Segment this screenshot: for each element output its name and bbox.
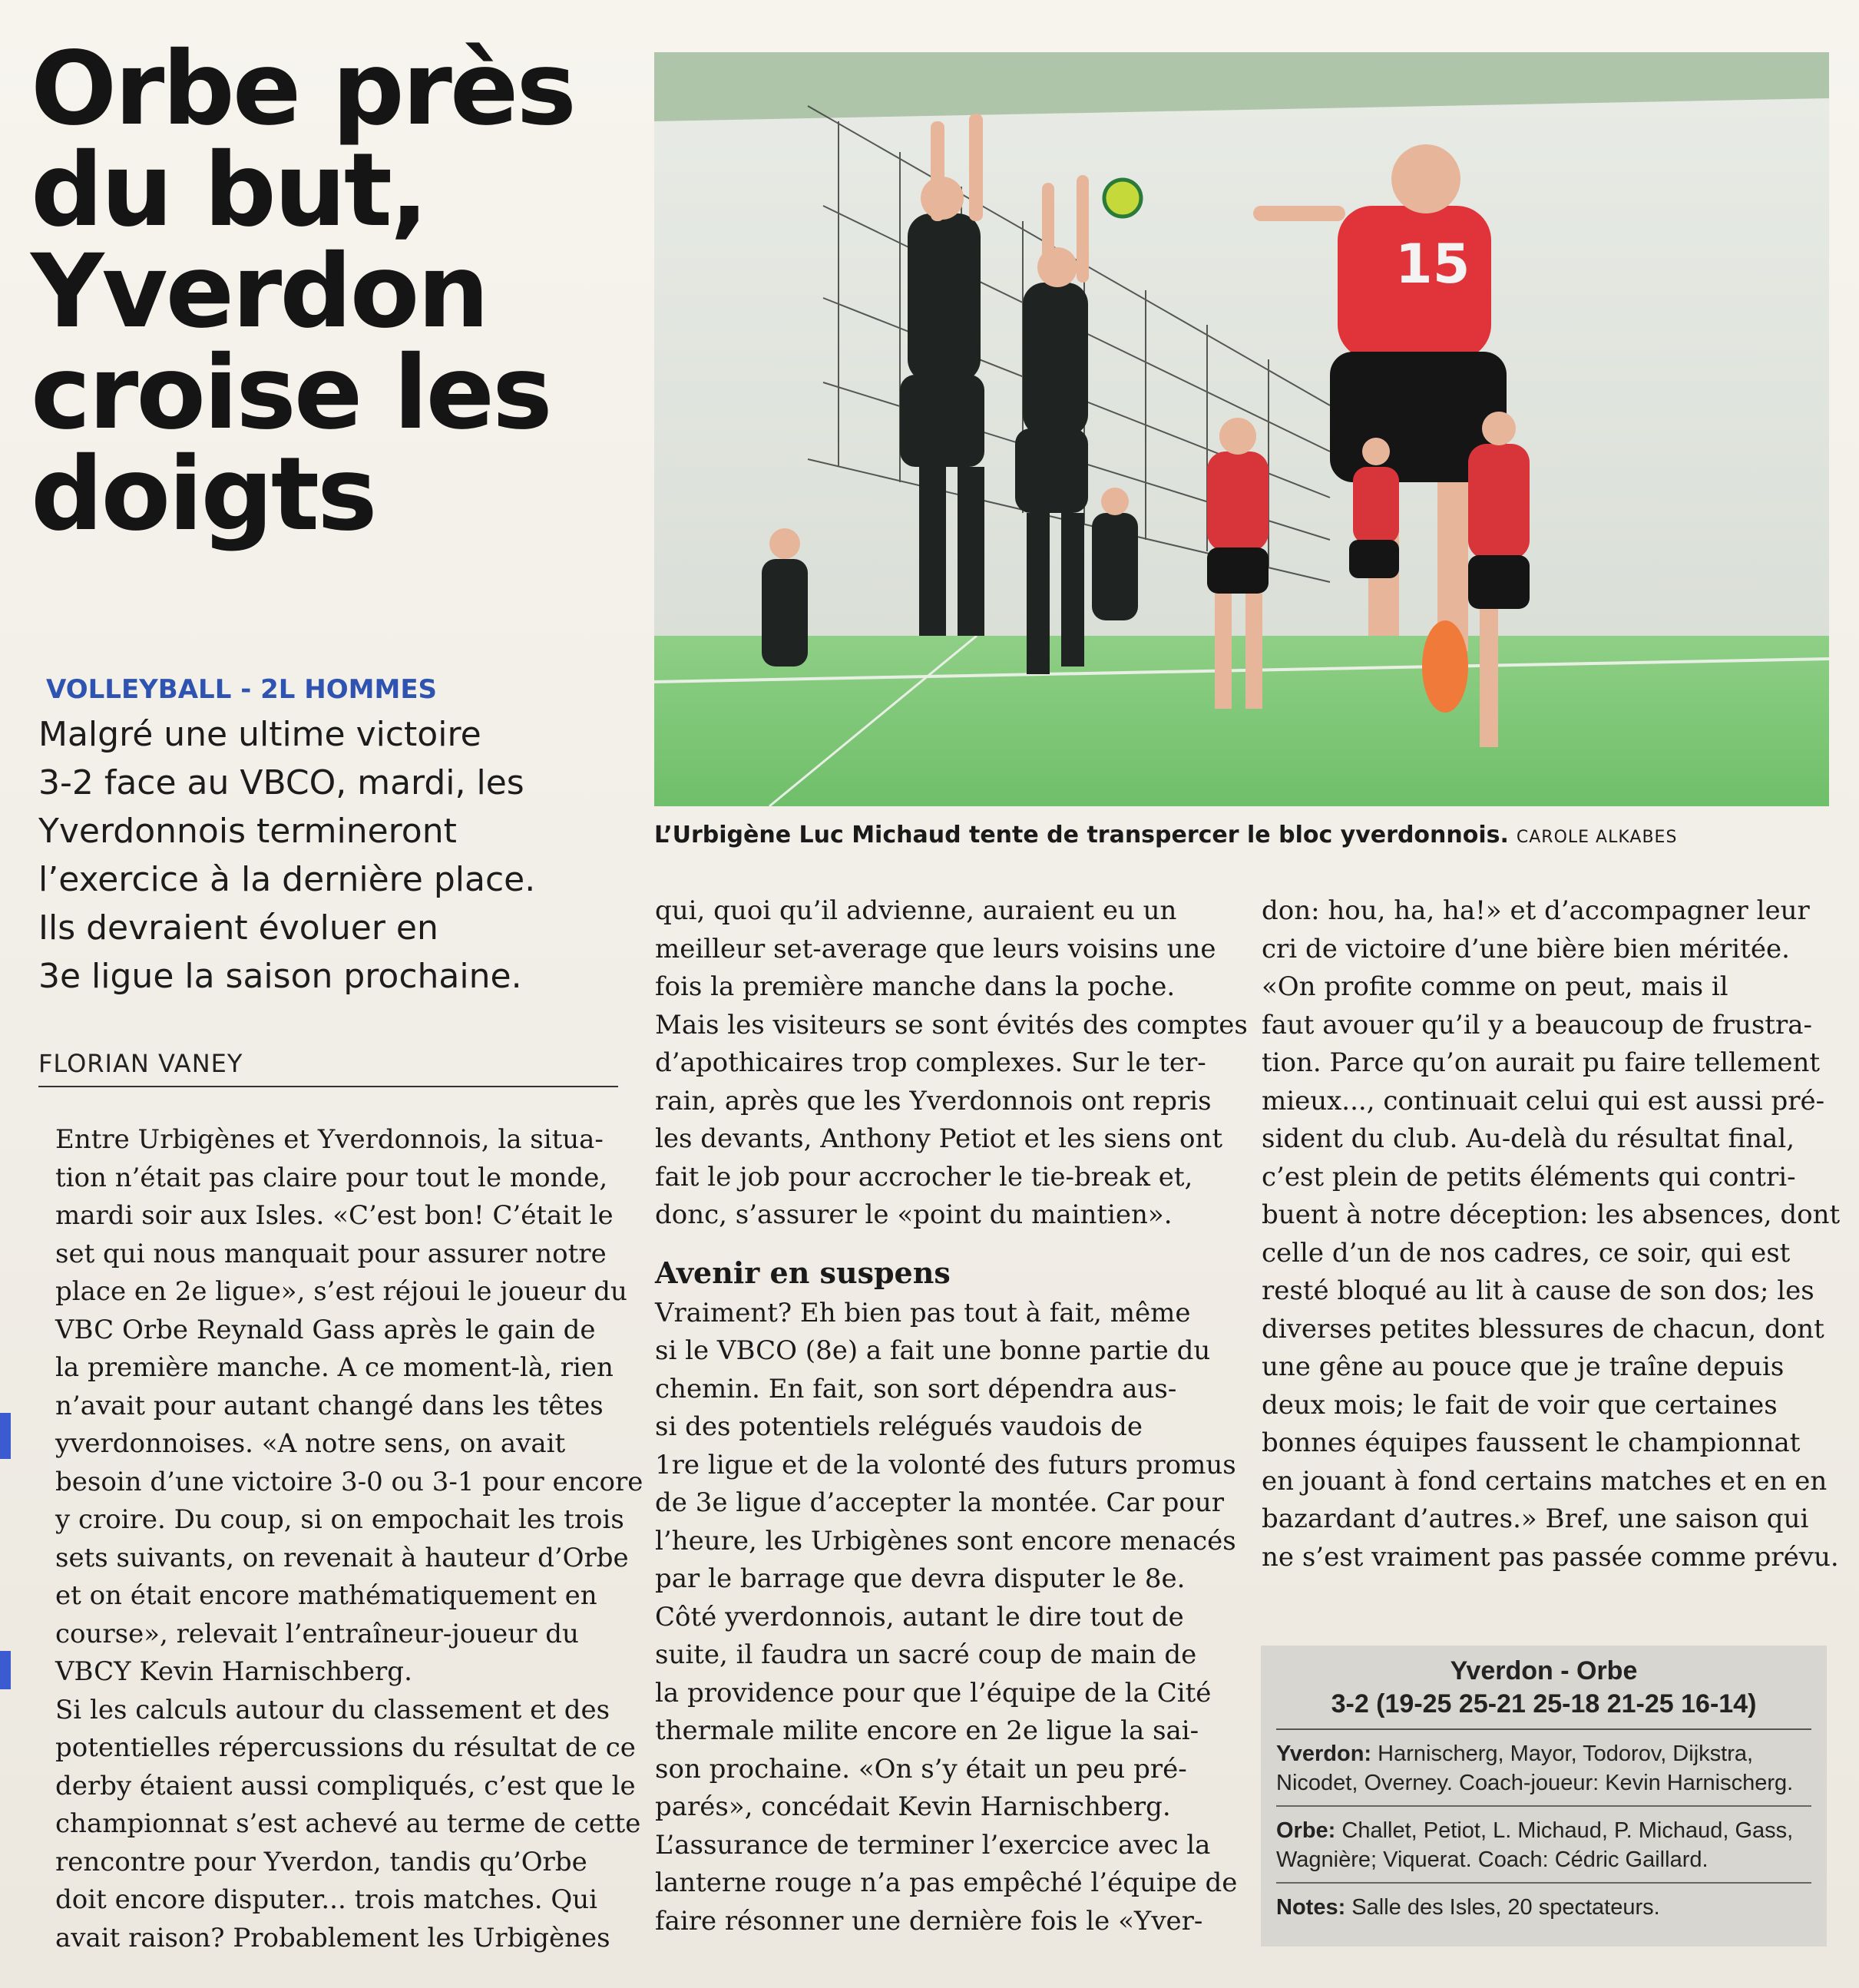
article-line: VBCY Kevin Harnischberg.	[55, 1656, 412, 1687]
article-line: mardi soir aux Isles. «C’est bon! C’était le	[55, 1200, 614, 1231]
article-line: diverses petites blessures de chacun, dont	[1262, 1313, 1824, 1345]
scorebox-score: 3-2 (19-25 25-21 25-18 21-25 16-14)	[1276, 1689, 1811, 1730]
byline: FLORIAN VANEY	[38, 1049, 618, 1087]
headline-line: doigts	[31, 435, 375, 554]
article-line: mieux..., continuait celui qui est aussi pré-	[1262, 1085, 1825, 1116]
article-line: une gêne au pouce que je traîne depuis	[1262, 1351, 1785, 1382]
notes-label: Notes:	[1276, 1895, 1346, 1920]
lead-line: l’exercice à la dernière place.	[38, 860, 536, 899]
article-line: meilleur set-average que leurs voisins une	[655, 933, 1216, 964]
article-line: bonnes équipes faussent le championnat	[1262, 1427, 1801, 1458]
article-line: ne s’est vraiment pas passée comme prévu.	[1262, 1541, 1839, 1573]
notes-text: Salle des Isles, 20 spectateurs.	[1351, 1895, 1660, 1920]
article-line: thermale milite encore en 2e ligue la sai-	[655, 1715, 1199, 1746]
article-line: son prochaine. «On s’y était un peu pré-	[655, 1753, 1187, 1785]
article-line: Entre Urbigènes et Yverdonnois, la situa-	[55, 1124, 604, 1155]
article-line: doit encore disputer... trois matches. Qui	[55, 1884, 598, 1915]
article-line: sets suivants, on revenait à hauteur d’Orbe	[55, 1542, 629, 1573]
article-line: «On profite comme on peut, mais il	[1262, 971, 1728, 1002]
article-line: donc, s’assurer le «point du maintien».	[655, 1199, 1173, 1230]
article-column-3	[1262, 892, 1841, 1576]
headline-line: croise les	[31, 334, 551, 452]
caption-text: L’Urbigène Luc Michaud tente de transpercer le bloc yverdonnois.	[654, 822, 1509, 848]
article-column-1	[55, 1121, 643, 1957]
article-line: buent à notre déception: les absences, dont	[1262, 1199, 1841, 1230]
article-line: Mais les visiteurs se sont évités des comptes	[655, 1009, 1248, 1040]
lead-paragraph	[38, 710, 637, 1001]
article-line: qui, quoi qu’il advienne, auraient eu un	[655, 895, 1177, 926]
article-line: de 3e ligue d’accepter la montée. Car pour	[655, 1487, 1225, 1518]
scorebox-title: Yverdon - Orbe	[1450, 1656, 1638, 1685]
article-line: si des potentiels relégués vaudois de	[655, 1411, 1143, 1442]
article-line: resté bloqué au lit à cause de son dos; les	[1262, 1275, 1814, 1306]
article-line: avait raison? Probablement les Urbigènes	[55, 1922, 610, 1953]
article-line: tion n’était pas claire pour tout le monde,	[55, 1162, 608, 1193]
column-2-part-a	[655, 892, 1248, 1235]
article-line: VBC Orbe Reynald Gass après le gain de	[55, 1314, 596, 1345]
article-line: rencontre pour Yverdon, tandis qu’Orbe	[55, 1846, 587, 1877]
article-line: c’est plein de petits éléments qui contri-	[1262, 1161, 1796, 1192]
article-line: L’assurance de terminer l’exercice avec la	[655, 1829, 1211, 1861]
scorebox-orbe-lineup	[1276, 1805, 1811, 1882]
lead-line: Ils devraient évoluer en	[38, 908, 438, 948]
scorebox-yverdon-lineup	[1276, 1730, 1811, 1805]
article-line: don: hou, ha, ha!» et d’accompagner leur	[1262, 895, 1810, 926]
article-line: yverdonnoises. «A notre sens, on avait	[55, 1428, 566, 1459]
article-line: la première manche. A ce moment-là, rien	[55, 1352, 614, 1383]
lead-line: Yverdonnois termineront	[38, 812, 457, 851]
article-line: bazardant d’autres.» Bref, une saison qui	[1262, 1503, 1809, 1534]
article-line: 1re ligue et de la volonté des futurs promus	[655, 1449, 1236, 1480]
orbe-text: Challet, Petiot, L. Michaud, P. Michaud, Gass, Wagnière; Viquerat. Coach: Cédric Gaillard.	[1276, 1818, 1794, 1872]
article-line: Côté yverdonnois, autant le dire tout de	[655, 1601, 1184, 1632]
article-line: y croire. Du coup, si on empochait les trois	[55, 1504, 624, 1535]
subheading: Avenir en suspens	[655, 1255, 951, 1290]
article-line: derby étaient aussi compliqués, c’est que le	[55, 1770, 636, 1801]
lead-line: Malgré une ultime victoire	[38, 715, 481, 754]
headline-line: du but,	[31, 131, 427, 250]
article-line: course», relevait l’entraîneur-joueur du	[55, 1618, 579, 1649]
article-line: set qui nous manquait pour assurer notre	[55, 1238, 607, 1269]
article-line: lanterne rouge n’a pas empêché l’équipe de	[655, 1867, 1238, 1898]
article-line: celle d’un de nos cadres, ce soir, qui est	[1262, 1237, 1791, 1269]
article-line: tion. Parce qu’on aurait pu faire tellement	[1262, 1047, 1820, 1078]
article-line: Vraiment? Eh bien pas tout à fait, même	[655, 1297, 1191, 1328]
article-line: en jouant à fond certains matches et en en	[1262, 1465, 1828, 1497]
article-column-2	[655, 892, 1248, 1940]
column-2-part-b	[655, 1295, 1238, 1941]
lead-line: 3-2 face au VBCO, mardi, les	[38, 763, 524, 802]
article-line: Si les calculs autour du classement et des	[55, 1694, 610, 1725]
article-line: n’avait pour autant changé dans les têtes	[55, 1390, 604, 1421]
article-line: sident du club. Au-delà du résultat final,	[1262, 1123, 1795, 1154]
photo-illustration	[654, 52, 1829, 806]
article-line: fois la première manche dans la poche.	[655, 971, 1176, 1002]
headline	[31, 30, 622, 554]
article-line: fait le job pour accrocher le tie-break et,	[655, 1161, 1193, 1192]
article-line: par le barrage que devra disputer le 8e.	[655, 1563, 1186, 1594]
volleyball-photo	[654, 52, 1829, 806]
headline-line: Orbe près	[31, 30, 574, 148]
yverdon-label: Yverdon:	[1276, 1742, 1372, 1766]
article-line: rain, après que les Yverdonnois ont repris	[655, 1085, 1212, 1116]
article-line: d’apothicaires trop complexes. Sur le ter-	[655, 1047, 1206, 1078]
page-edge-mark	[0, 1651, 11, 1689]
section-kicker: VOLLEYBALL - 2L HOMMES	[46, 674, 438, 705]
orbe-label: Orbe:	[1276, 1818, 1336, 1843]
photo-credit: CAROLE ALKABES	[1516, 828, 1678, 847]
lead-line: 3e ligue la saison prochaine.	[38, 957, 522, 996]
article-line: parés», concédait Kevin Harnischberg.	[655, 1791, 1171, 1822]
yverdon-text: Harnischerg, Mayor, Todorov, Dijkstra, Nicodet, Overney. Coach-joueur: Kevin Harnischerg.	[1276, 1742, 1794, 1795]
article-line: la providence pour que l’équipe de la Cité	[655, 1677, 1212, 1708]
article-line: championnat s’est achevé au terme de cette	[55, 1808, 641, 1839]
article-line: potentielles répercussions du résultat de ce	[55, 1732, 636, 1763]
article-line: besoin d’une victoire 3-0 ou 3-1 pour encore	[55, 1466, 643, 1497]
article-line: les devants, Anthony Petiot et les siens ont	[655, 1123, 1223, 1154]
article-line: faire résonner une dernière fois le «Yver-	[655, 1905, 1203, 1937]
scorebox-notes	[1276, 1882, 1811, 1930]
jersey-number: 15	[1395, 233, 1470, 296]
page-edge-mark	[0, 1413, 11, 1459]
article-line: place en 2e ligue», s’est réjoui le joueur du	[55, 1276, 627, 1307]
match-scorebox	[1261, 1646, 1827, 1947]
article-line: et on était encore mathématiquement en	[55, 1580, 597, 1611]
headline-line: Yverdon	[31, 233, 488, 351]
article-line: chemin. En fait, son sort dépendra aus-	[655, 1373, 1177, 1404]
article-line: l’heure, les Urbigènes sont encore menacés	[655, 1525, 1236, 1556]
article-line: deux mois; le fait de voir que certaines	[1262, 1389, 1778, 1421]
article-line: cri de victoire d’une bière bien méritée.	[1262, 933, 1790, 964]
article-line: faut avouer qu’il y a beaucoup de frustra-	[1262, 1009, 1812, 1040]
photo-caption	[654, 822, 1829, 848]
article-line: si le VBCO (8e) a fait une bonne partie du	[655, 1335, 1211, 1366]
article-line: suite, il faudra un sacré coup de main de	[655, 1639, 1197, 1670]
